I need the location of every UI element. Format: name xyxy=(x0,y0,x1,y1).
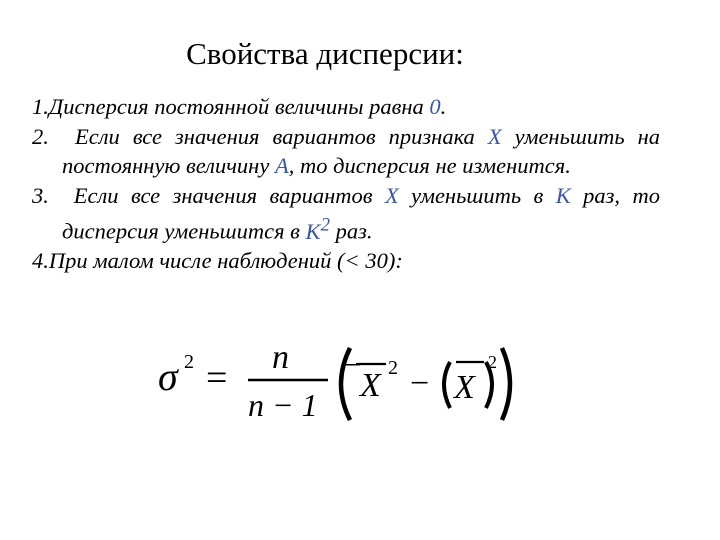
properties-list xyxy=(32,92,660,276)
item-text: . xyxy=(440,94,447,119)
sigma-symbol: σ xyxy=(158,354,178,399)
variance-formula xyxy=(150,338,520,428)
sigma-exponent: 2 xyxy=(184,351,194,373)
x-mean-symbol-2: X xyxy=(454,369,475,406)
k-exponent: 2 xyxy=(320,214,330,235)
slide-title: Свойства дисперсии: xyxy=(186,36,464,71)
list-item-3 xyxy=(32,181,660,247)
inner-left-paren xyxy=(444,362,450,408)
item-text: , то дисперсия не изменится. xyxy=(288,153,571,178)
equals-sign: = xyxy=(206,357,228,399)
item-number: 3. xyxy=(32,182,49,208)
fraction-numerator: n xyxy=(272,339,289,376)
variable-x: X xyxy=(487,123,502,149)
variable-k-squared xyxy=(305,214,330,244)
item-text: Если все значения вариантов признака xyxy=(74,123,488,149)
x-overline-bar: ‾ xyxy=(346,361,359,403)
item-number: 4. xyxy=(32,248,49,273)
x2-exponent: 2 xyxy=(488,352,497,372)
item-text: раз. xyxy=(329,218,373,244)
item-text: Дисперсия постоянной величины равна xyxy=(48,94,430,119)
list-item-1 xyxy=(32,92,660,122)
right-paren xyxy=(502,348,510,420)
fraction-denominator: n − 1 xyxy=(248,387,318,423)
x-mean-symbol: X xyxy=(360,367,381,404)
item-number: 2. xyxy=(32,123,49,149)
variable-k: K xyxy=(555,182,571,208)
minus-sign: − xyxy=(410,365,430,402)
list-item-4 xyxy=(32,246,660,276)
variable-a: A xyxy=(274,153,289,178)
list-item-2 xyxy=(32,122,660,181)
item-text: Если все значения вариантов xyxy=(73,182,385,208)
k-base: K xyxy=(305,218,321,244)
variable-x: X xyxy=(384,182,399,208)
item-text: раз, то дисперсия уменьшится в xyxy=(62,182,660,244)
item-text: уменьшить в xyxy=(398,182,556,208)
item-text: При малом числе наблюдений (< 30): xyxy=(48,248,403,273)
x-exponent: 2 xyxy=(388,357,398,379)
zero-value: 0 xyxy=(429,94,441,119)
item-number: 1. xyxy=(32,94,49,119)
item-text: уменьшить на постоянную величину xyxy=(62,123,661,178)
